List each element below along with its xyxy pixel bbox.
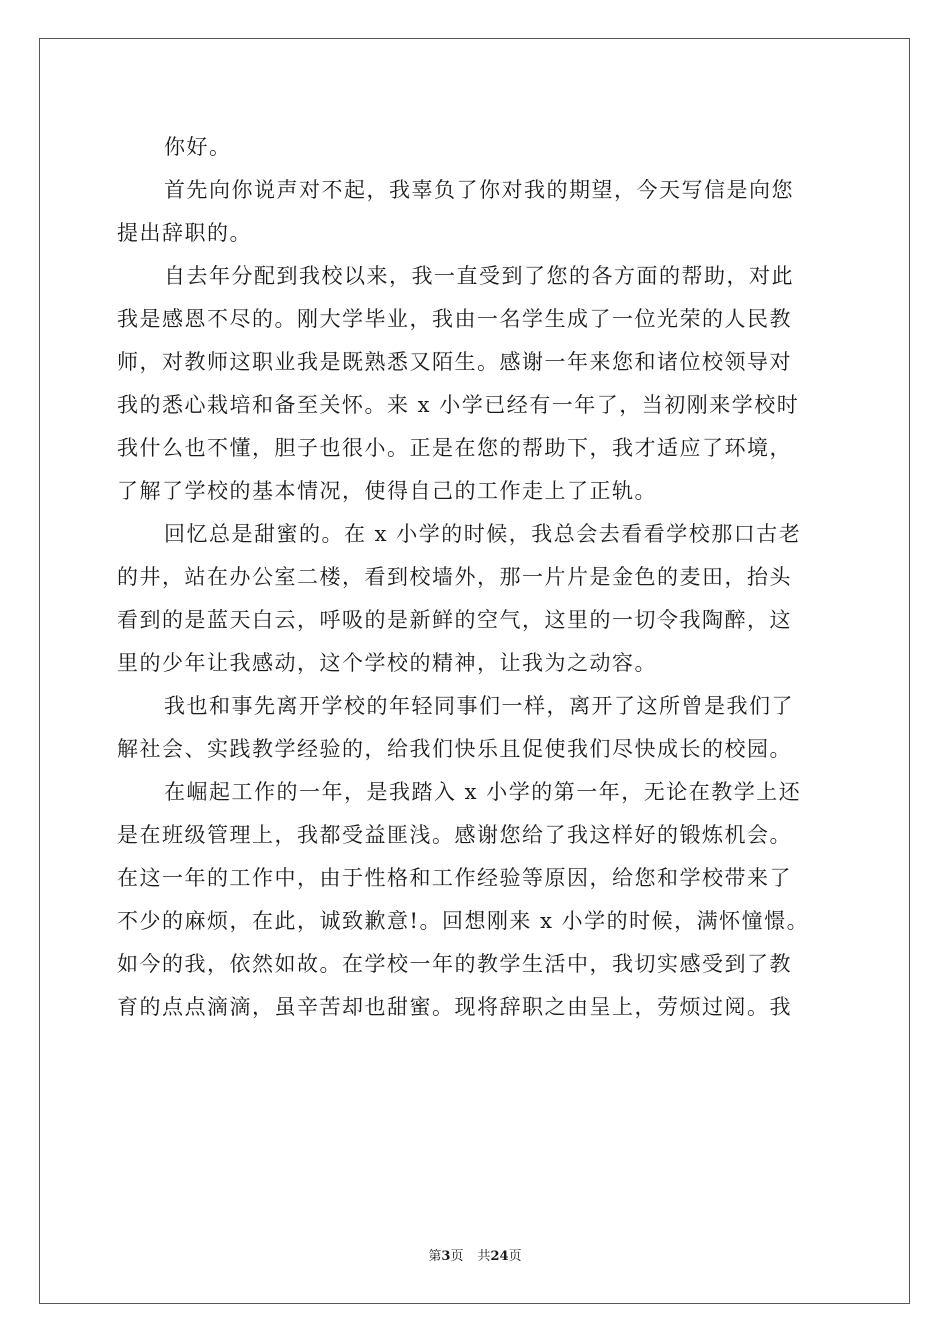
page-number: 3 [441,1249,451,1264]
text-line: 你好。 [164,135,232,159]
text-line: 的井，站在办公室二楼，看到校墙外，那一片片是金色的麦田，抬头 [117,565,792,589]
text-line: 我也和事先离开学校的年轻同事们一样，离开了这所曾是我们了 [164,694,794,718]
text-line: 回忆总是甜蜜的。在 x 小学的时候，我总会去看看学校那口古老 [164,522,802,546]
page-footer [0,1248,950,1266]
text-line: 育的点点滴滴，虽辛苦却也甜蜜。现将辞职之由呈上，劳烦过阅。我 [117,995,792,1019]
text-line: 自去年分配到我校以来，我一直受到了您的各方面的帮助，对此 [164,264,794,288]
text-line: 师，对教师这职业我是既熟悉又陌生。感谢一年来您和诸位校领导对 [117,350,792,374]
text-line: 里的少年让我感动，这个学校的精神，让我为之动容。 [117,651,657,675]
paragraph-gratitude [117,255,837,513]
total-suffix: 页 [508,1249,522,1264]
total-pages: 24 [490,1249,509,1264]
paragraph-greeting [117,126,837,169]
paragraph-leaving [117,685,837,771]
text-line: 我的悉心栽培和备至关怀。来 x 小学已经有一年了，当初刚来学校时 [117,393,800,417]
paragraph-memories [117,513,837,685]
text-line: 了解了学校的基本情况，使得自己的工作走上了正轨。 [117,479,657,503]
page-prefix: 第 [428,1249,442,1264]
text-line: 如今的我，依然如故。在学校一年的教学生活中，我切实感受到了教 [117,952,792,976]
total-prefix: 共 [477,1249,491,1264]
text-line: 首先向你说声对不起，我辜负了你对我的期望，今天写信是向您 [164,178,794,202]
paragraph-reflection [117,771,837,1029]
text-line: 在崛起工作的一年，是我踏入 x 小学的第一年，无论在教学上还 [164,780,802,804]
text-line: 我什么也不懂，胆子也很小。正是在您的帮助下，我才适应了环境， [117,436,792,460]
text-line: 看到的是蓝天白云，呼吸的是新鲜的空气，这里的一切令我陶醉，这 [117,608,792,632]
paragraph-apology [117,169,837,255]
letter-body [117,126,837,1029]
text-line: 是在班级管理上，我都受益匪浅。感谢您给了我这样好的锻炼机会。 [117,823,792,847]
text-line: 我是感恩不尽的。刚大学毕业，我由一名学生成了一位光荣的人民教 [117,307,792,331]
text-line: 不少的麻烦，在此，诚致歉意!。回想刚来 x 小学的时候，满怀憧憬。 [117,909,810,933]
text-line: 解社会、实践教学经验的，给我们快乐且促使我们尽快成长的校园。 [117,737,792,761]
text-line: 在这一年的工作中，由于性格和工作经验等原因，给您和学校带来了 [117,866,792,890]
text-line: 提出辞职的。 [117,221,252,245]
page-suffix: 页 [450,1249,464,1264]
